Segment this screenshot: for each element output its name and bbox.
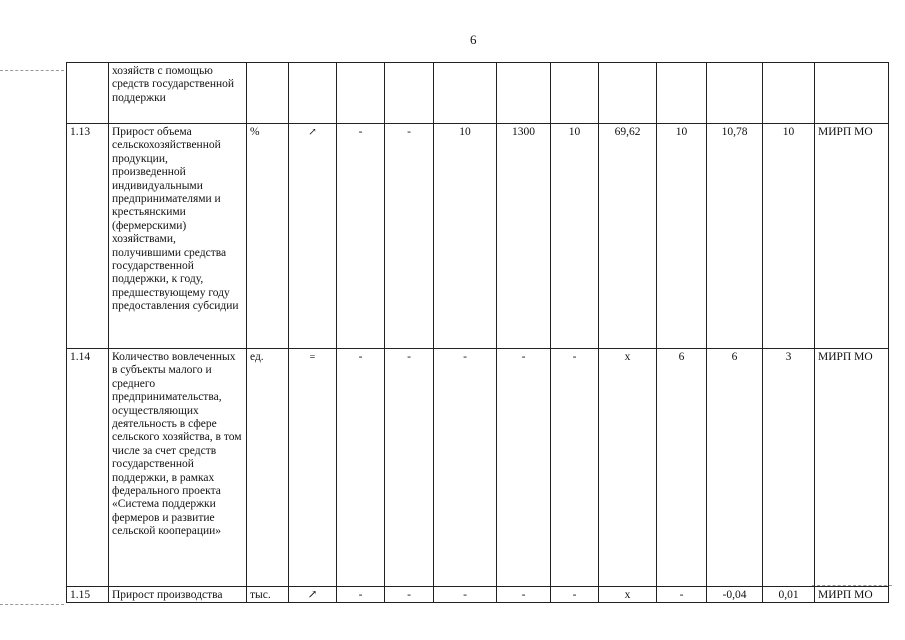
value-cell: 10 bbox=[551, 124, 599, 349]
value-cell bbox=[707, 63, 763, 124]
value-cell: 6 bbox=[657, 349, 707, 587]
indicator-description: хозяйств с помощью средств государственной поддержки bbox=[109, 63, 247, 124]
value-cell: - bbox=[551, 349, 599, 587]
value-cell: -0,04 bbox=[707, 587, 763, 603]
unit-cell: тыс. bbox=[247, 587, 289, 603]
value-cell: - bbox=[657, 587, 707, 603]
value-cell bbox=[599, 63, 657, 124]
value-cell: - bbox=[551, 587, 599, 603]
value-cell: 1300 bbox=[497, 124, 551, 349]
indicator-description: Прирост производства bbox=[109, 587, 247, 603]
value-cell: 10 bbox=[763, 124, 815, 349]
trend-symbol: ↗ bbox=[289, 587, 337, 603]
scan-noise-line bbox=[0, 70, 64, 72]
responsible-cell bbox=[815, 63, 889, 124]
table-row bbox=[67, 349, 889, 587]
value-cell: - bbox=[385, 587, 434, 603]
value-cell bbox=[657, 63, 707, 124]
value-cell: - bbox=[337, 587, 385, 603]
value-cell: 0,01 bbox=[763, 587, 815, 603]
table-row bbox=[67, 587, 889, 603]
value-cell: - bbox=[497, 587, 551, 603]
row-number: 1.15 bbox=[67, 587, 109, 603]
value-cell bbox=[385, 63, 434, 124]
indicator-description: Количество вовлеченных в субъекты малого и среднего предпринимательства, осуществляющих деятельность в сфере сельского хозяйства, в том числе за счет средств государственной поддержки, в рамках федерального проекта «Система поддержки фермеров и развитие сельской кооперации» bbox=[109, 349, 247, 587]
value-cell bbox=[551, 63, 599, 124]
table-row bbox=[67, 63, 889, 124]
value-cell: - bbox=[337, 349, 385, 587]
value-cell bbox=[763, 63, 815, 124]
unit-cell: % bbox=[247, 124, 289, 349]
trend-symbol: ↗ bbox=[289, 124, 337, 349]
value-cell: 10 bbox=[434, 124, 497, 349]
value-cell: - bbox=[385, 349, 434, 587]
row-number: 1.13 bbox=[67, 124, 109, 349]
value-cell bbox=[497, 63, 551, 124]
value-cell: 69,62 bbox=[599, 124, 657, 349]
value-cell: - bbox=[385, 124, 434, 349]
table-row bbox=[67, 124, 889, 349]
value-cell: 10,78 bbox=[707, 124, 763, 349]
responsible-cell: МИРП МО bbox=[815, 349, 889, 587]
value-cell: - bbox=[337, 124, 385, 349]
indicator-description: Прирост объема сельскохозяйственной продукции, произведенной индивидуальными предпринимателями и крестьянскими (фермерскими) хозяйствами, получившими средства государственной поддержки, к году, предшествующему году предоставления субсидии bbox=[109, 124, 247, 349]
trend-symbol bbox=[289, 63, 337, 124]
indicators-table bbox=[66, 62, 889, 603]
value-cell bbox=[434, 63, 497, 124]
unit-cell: ед. bbox=[247, 349, 289, 587]
value-cell: - bbox=[497, 349, 551, 587]
unit-cell bbox=[247, 63, 289, 124]
row-number: 1.14 bbox=[67, 349, 109, 587]
value-cell: - bbox=[434, 349, 497, 587]
value-cell: 3 bbox=[763, 349, 815, 587]
value-cell: - bbox=[434, 587, 497, 603]
trend-symbol: = bbox=[289, 349, 337, 587]
responsible-cell: МИРП МО bbox=[815, 587, 889, 603]
value-cell: 6 bbox=[707, 349, 763, 587]
row-number bbox=[67, 63, 109, 124]
responsible-cell: МИРП МО bbox=[815, 124, 889, 349]
value-cell: х bbox=[599, 587, 657, 603]
page-number: 6 bbox=[470, 32, 477, 47]
value-cell bbox=[337, 63, 385, 124]
value-cell: 10 bbox=[657, 124, 707, 349]
value-cell: х bbox=[599, 349, 657, 587]
scan-noise-line bbox=[0, 604, 64, 606]
